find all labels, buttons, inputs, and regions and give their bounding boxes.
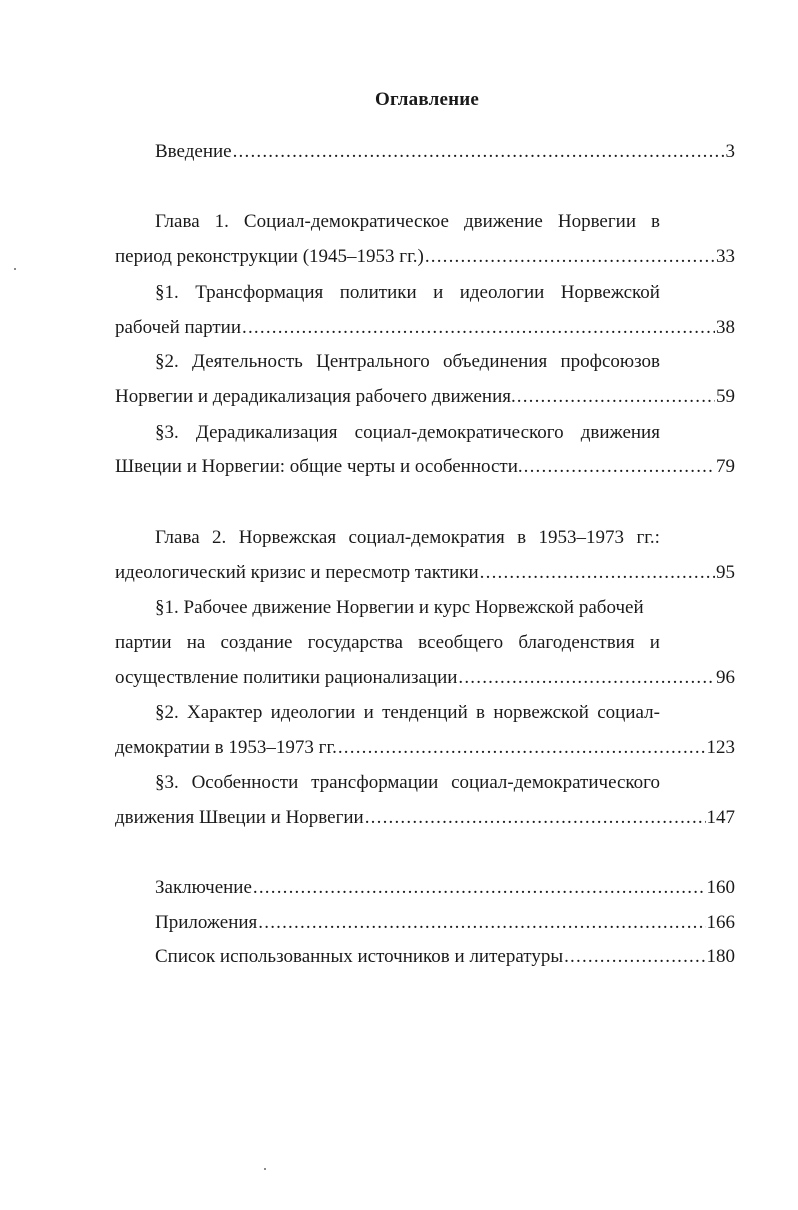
- word: 1.: [214, 211, 229, 232]
- word: 2.: [212, 527, 227, 548]
- ch2-s3-line1: [155, 770, 660, 796]
- entry-text: Введение: [155, 141, 232, 162]
- word: социал-демократического: [354, 422, 564, 443]
- word: всеобщего: [418, 632, 504, 653]
- dot-leader: [365, 805, 706, 831]
- word: Социал-демократическое: [243, 211, 449, 232]
- chapter2-heading-line1: [155, 525, 660, 551]
- word: §1.: [155, 282, 179, 303]
- toc-entry-ch2-s2[interactable]: [115, 735, 735, 761]
- entry-page: 123: [706, 737, 735, 758]
- toc-entry-appendices[interactable]: [155, 910, 735, 936]
- word: на: [186, 632, 206, 653]
- word: §3.: [155, 772, 179, 793]
- word: партии: [115, 632, 172, 653]
- entry-page: 38: [716, 317, 735, 338]
- entry-text: осуществление политики рационализации: [115, 667, 458, 688]
- toc-entry-ch1-s2[interactable]: [115, 384, 735, 410]
- ch1-s1-line1: [155, 280, 660, 306]
- word: и: [649, 632, 660, 653]
- toc-entry-bibliography[interactable]: [155, 944, 735, 970]
- entry-text: Норвегии и дерадикализация рабочего движения.: [115, 386, 516, 407]
- dot-leader: [564, 944, 705, 970]
- entry-page: 59: [716, 386, 735, 407]
- ch2-s1-line2: [115, 630, 660, 656]
- word: создание: [220, 632, 293, 653]
- toc-entry-intro[interactable]: [155, 139, 735, 165]
- entry-text: Заключение: [155, 877, 252, 898]
- dot-leader: [242, 315, 715, 341]
- toc-entry-ch2-s3[interactable]: [115, 805, 735, 831]
- toc-entry-chapter1[interactable]: [115, 244, 735, 270]
- entry-page: 180: [706, 946, 735, 967]
- entry-text: период реконструкции (1945–1953 гг.): [115, 246, 424, 267]
- entry-text: движения Швеции и Норвегии: [115, 807, 364, 828]
- word: в: [517, 527, 527, 548]
- entry-text: рабочей партии: [115, 317, 242, 338]
- word: благоденствия: [518, 632, 635, 653]
- word: в: [651, 211, 660, 232]
- entry-text: Швеции и Норвегии: общие черты и особенности.: [115, 456, 523, 477]
- word: Норвежская: [238, 527, 337, 548]
- word: норвежской: [493, 702, 589, 723]
- dot-leader: [233, 139, 725, 165]
- dot-leader: [458, 665, 715, 691]
- scan-speck: [14, 268, 16, 270]
- word: объединения: [442, 351, 548, 372]
- word: идеологии: [459, 282, 545, 303]
- word: Дерадикализация: [195, 422, 338, 443]
- word: социал-: [597, 702, 660, 723]
- entry-text: идеологический кризис и пересмотр тактики: [115, 562, 479, 583]
- entry-page: 147: [706, 807, 735, 828]
- ch2-s2-line1: [155, 700, 660, 726]
- word: социал-демократия: [348, 527, 505, 548]
- scan-speck: [264, 1168, 266, 1170]
- word: Трансформация: [195, 282, 324, 303]
- toc-title: Оглавление: [374, 89, 480, 110]
- entry-page: 79: [716, 456, 735, 477]
- entry-text: демократии в 1953–1973 гг.: [115, 737, 337, 758]
- toc-entry-ch2-s1[interactable]: [115, 665, 735, 691]
- word: гг.:: [636, 527, 660, 548]
- word: и: [363, 702, 374, 723]
- word: Особенности: [191, 772, 299, 793]
- dot-leader: [480, 560, 715, 586]
- word: §2.: [155, 702, 179, 723]
- entry-page: 160: [706, 877, 735, 898]
- entry-text: Приложения: [155, 912, 258, 933]
- entry-page: 3: [725, 141, 735, 162]
- entry-page: 33: [716, 246, 735, 267]
- word: Глава: [155, 211, 200, 232]
- entry-page: 96: [716, 667, 735, 688]
- word: §3.: [155, 422, 179, 443]
- dot-leader: [517, 384, 715, 410]
- entry-text: Список использованных источников и литературы: [155, 946, 564, 967]
- ch1-s3-line1: [155, 420, 660, 446]
- word: политики: [339, 282, 417, 303]
- word: Деятельность: [192, 351, 303, 372]
- word: профсоюзов: [560, 351, 660, 372]
- word: движения: [580, 422, 660, 443]
- word: тенденций: [382, 702, 468, 723]
- word: Характер: [187, 702, 263, 723]
- word: и: [433, 282, 444, 303]
- toc-entry-conclusion[interactable]: [155, 875, 735, 901]
- word: государства: [307, 632, 403, 653]
- word: движение: [463, 211, 543, 232]
- word: 1953–1973: [538, 527, 625, 548]
- toc-entry-chapter2[interactable]: [115, 560, 735, 586]
- dot-leader: [253, 875, 706, 901]
- word: в: [476, 702, 486, 723]
- dot-leader: [425, 244, 715, 270]
- toc-entry-ch1-s3[interactable]: [115, 454, 735, 480]
- toc-entry-ch1-s1[interactable]: [115, 315, 735, 341]
- word: трансформации: [311, 772, 439, 793]
- word: социал-демократического: [451, 772, 660, 793]
- ch2-s1-line1: §1. Рабочее движение Норвегии и курс Норвежской рабочей: [155, 597, 644, 618]
- entry-page: 95: [716, 562, 735, 583]
- word: §2.: [155, 351, 179, 372]
- word: Глава: [155, 527, 200, 548]
- dot-leader: [258, 910, 705, 936]
- dot-leader: [524, 454, 715, 480]
- word: Норвегии: [557, 211, 636, 232]
- word: Центрального: [316, 351, 430, 372]
- chapter1-heading-line1: [155, 209, 660, 235]
- word: Норвежской: [560, 282, 660, 303]
- ch1-s2-line1: [155, 349, 660, 375]
- dot-leader: [338, 735, 706, 761]
- entry-page: 166: [706, 912, 735, 933]
- word: идеологии: [270, 702, 356, 723]
